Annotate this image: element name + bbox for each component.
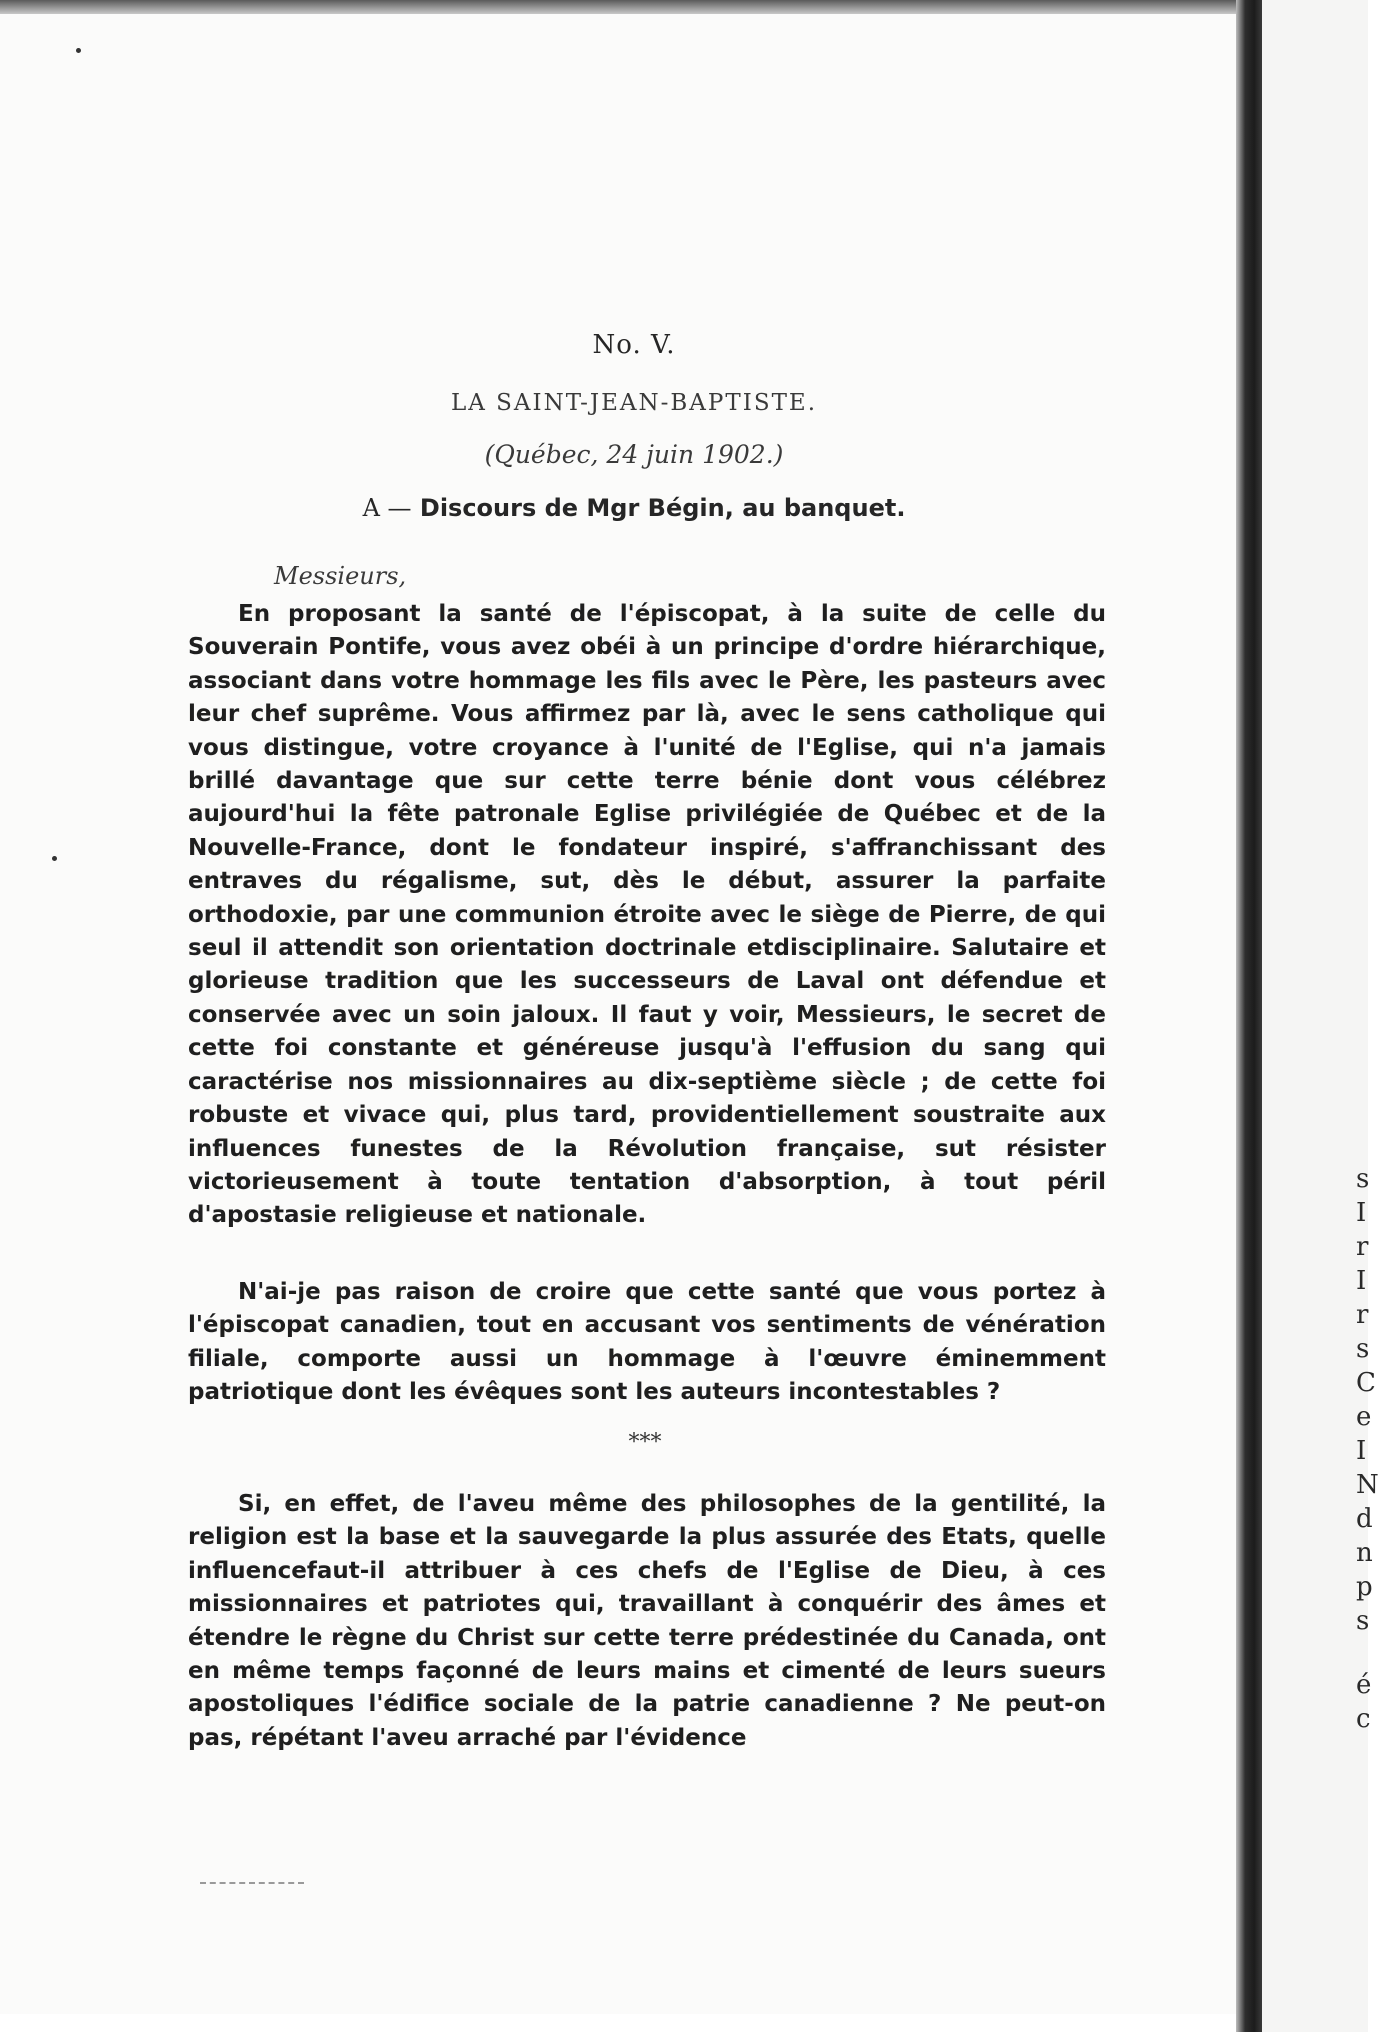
section-title: Discours de Mgr Bégin, au banquet. bbox=[419, 494, 906, 522]
document-title: LA SAINT-JEAN-BAPTISTE. bbox=[450, 390, 818, 416]
next-page-edge bbox=[1262, 0, 1379, 2032]
edge-letter: I bbox=[1356, 1436, 1367, 1466]
edge-letter: s bbox=[1356, 1606, 1370, 1636]
book-gutter bbox=[1236, 0, 1262, 2032]
document-number: No. V. bbox=[592, 330, 676, 360]
edge-letter: p bbox=[1356, 1572, 1373, 1602]
footer-rule bbox=[200, 1882, 304, 1884]
edge-letter: I bbox=[1356, 1266, 1367, 1296]
salutation: Messieurs, bbox=[274, 562, 407, 590]
paragraph-2 bbox=[188, 1276, 1106, 1410]
edge-letter: s bbox=[1356, 1334, 1370, 1364]
edge-letter: s bbox=[1356, 1164, 1370, 1194]
asterism: *** bbox=[628, 1430, 662, 1455]
edge-letter: e bbox=[1356, 1402, 1372, 1432]
edge-letter: é bbox=[1356, 1670, 1372, 1700]
edge-letter: c bbox=[1356, 1704, 1371, 1734]
edge-letter: I bbox=[1356, 1198, 1367, 1228]
paragraph-text: Si, en effet, de l'aveu même des philosophes de la gentilité, la religion est la base et la sauvegarde la plus assurée des Etats, quelle influencefaut-il attribuer à ces chefs de l'Eglise de Dieu, à ces missionnaires et patriotes qui, travaillant à conquérir des âmes et étendre le règne du Christ sur cette terre prédestinée du Canada, ont en même temps façonné de leurs mains et cimenté de leurs sueurs apostoliques l'édifice sociale de la patrie canadienne ? Ne peut-on pas, répétant l'aveu arraché par l'évidence bbox=[188, 1491, 1106, 1751]
edge-letter: C bbox=[1356, 1368, 1376, 1398]
edge-letter: d bbox=[1356, 1504, 1373, 1534]
section-prefix: A — bbox=[362, 494, 412, 522]
section-separator bbox=[0, 1430, 1290, 1455]
scan-speck bbox=[76, 48, 81, 53]
paragraph-text: En proposant la santé de l'épiscopat, à la suite de celle du Souverain Pontife, vous avez obéi à un principe d'ordre hiérarchique, associant dans votre hommage les fils avec le Père, les pasteurs avec leur chef suprême. Vous affirmez par là, avec le sens catholique qui vous distingue, votre croyance à l'unité de l'Eglise, qui n'a jamais brillé davantage que sur cette terre bénie dont vous célébrez aujourd'hui la fête patronale Eglise privilégiée de Québec et de la Nouvelle-France, dont le fondateur inspiré, s'affranchissant des entraves du régalisme, sut, dès le début, assurer la parfaite orthodoxie, par une communion étroite avec le siège de Pierre, de qui seul il attendit son orientation doctrinale etdisciplinaire. Salutaire et glorieuse tradition que les successeurs de Laval ont défendue et conservée avec un soin jaloux. Il faut y voir, Messieurs, le secret de cette foi constante et généreuse jusqu'à l'effusion du sang qui caractérise nos missionnaires au dix-septième siècle ; de cette foi robuste et vivace qui, plus tard, providentiellement soustraite aux influences funestes de la Révolution française, sut résister victorieusement à toute tentation d'absorption, à tout péril d'apostasie religieuse et nationale. bbox=[188, 601, 1106, 1229]
page-top-edge bbox=[0, 0, 1236, 14]
edge-letter: r bbox=[1356, 1300, 1369, 1330]
paragraph-text: N'ai-je pas raison de croire que cette santé que vous portez à l'épiscopat canadien, tout en accusant vos sentiments de vénération filiale, comporte aussi un hommage à l'œuvre éminemment patriotique dont les évêques sont les auteurs incontestables ? bbox=[188, 1279, 1106, 1406]
place-date: (Québec, 24 juin 1902.) bbox=[484, 440, 784, 469]
section-heading bbox=[0, 494, 1268, 522]
paragraph-1 bbox=[188, 598, 1106, 1233]
scan-speck bbox=[52, 856, 57, 861]
edge-letter: r bbox=[1356, 1232, 1369, 1262]
paragraph-3 bbox=[188, 1488, 1106, 1755]
edge-letter: N bbox=[1356, 1470, 1379, 1500]
edge-letter: n bbox=[1356, 1538, 1373, 1568]
